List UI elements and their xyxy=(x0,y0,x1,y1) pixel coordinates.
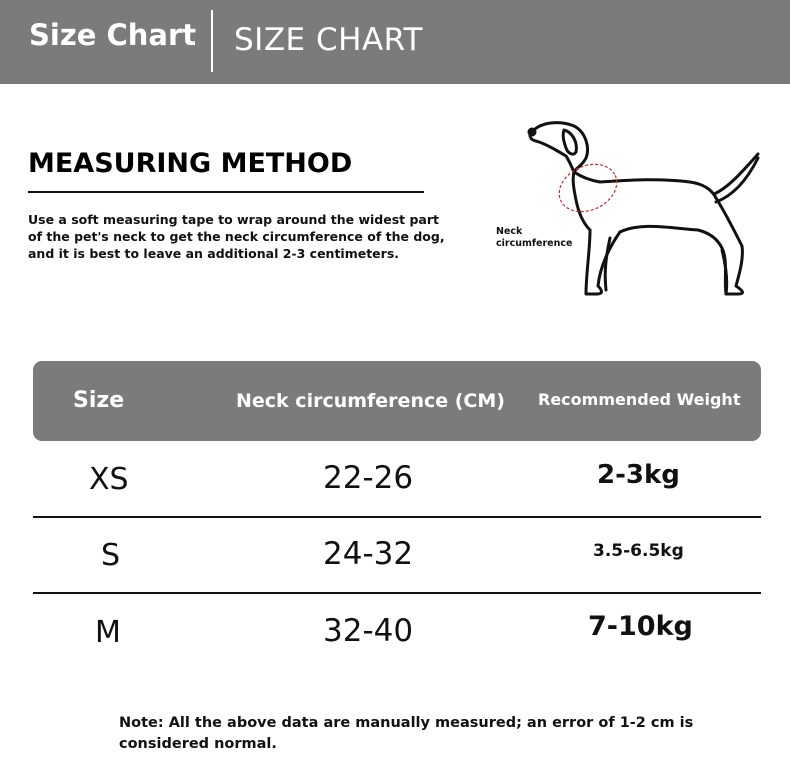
dog-outline-icon xyxy=(490,110,770,305)
row-weight: 2-3kg xyxy=(597,460,680,490)
header-size: Size xyxy=(73,388,125,413)
header-bar xyxy=(0,0,790,84)
row-divider xyxy=(33,516,761,518)
row-divider xyxy=(33,592,761,594)
header-neck-circumference: Neck circumference (CM) xyxy=(236,390,505,412)
measuring-method-description: Use a soft measuring tape to wrap around the widest part of the pet's neck to get the neck circumference of the dog, and it is best to leave an additional 2-3 centimeters. xyxy=(28,212,445,261)
row-size: XS xyxy=(89,462,129,497)
row-neck: 24-32 xyxy=(323,536,414,572)
row-neck: 22-26 xyxy=(323,460,414,496)
table-row xyxy=(33,443,761,517)
neck-circumference-label: Neck circumference xyxy=(496,226,573,249)
row-size: M xyxy=(95,615,121,650)
header-subtitle: SIZE CHART xyxy=(234,22,423,58)
row-neck: 32-40 xyxy=(323,613,414,649)
header-divider xyxy=(211,10,213,72)
header-recommended-weight: Recommended Weight xyxy=(538,390,741,409)
table-row xyxy=(33,596,761,670)
table-row xyxy=(33,519,761,593)
row-size: S xyxy=(101,538,121,573)
measuring-method-title: MEASURING METHOD xyxy=(28,148,353,179)
note-text: Note: All the above data are manually measured; an error of 1-2 cm is considered normal. xyxy=(119,715,694,752)
header-title: Size Chart xyxy=(29,18,197,52)
row-weight: 3.5-6.5kg xyxy=(593,541,684,561)
measuring-method-rule xyxy=(28,191,424,193)
table-header xyxy=(33,361,761,441)
row-weight: 7-10kg xyxy=(588,611,693,642)
